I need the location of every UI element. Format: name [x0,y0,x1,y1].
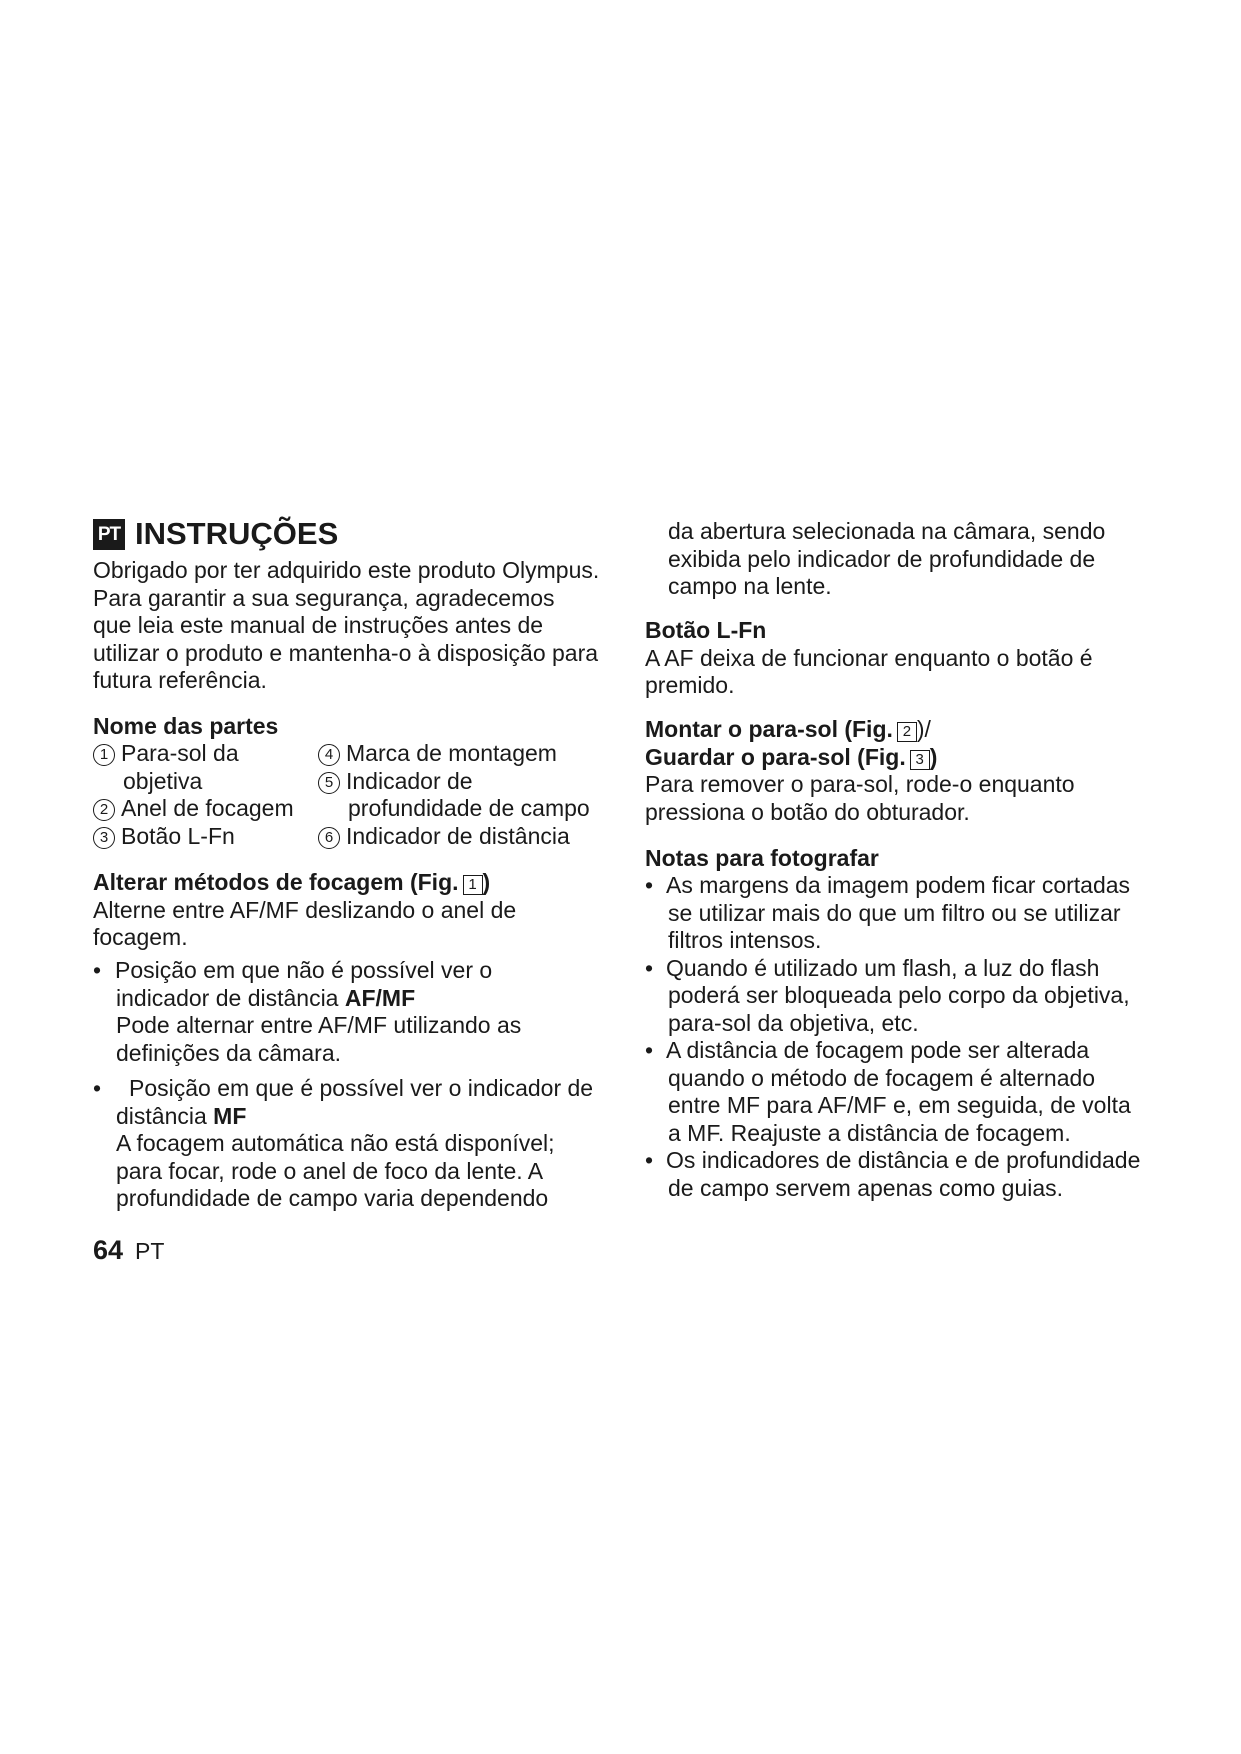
part-number: 1 [93,744,115,766]
mode-label: MF [213,1102,247,1129]
bullet-text [116,1103,246,1131]
note-text: para-sol da objetiva, etc. [668,1009,919,1036]
heading-text: ) [482,869,491,895]
lfn-heading: Botão L-Fn [645,617,767,643]
lfn-body: premido. [645,672,735,698]
page-title [93,516,338,552]
continued-text: campo na lente. [668,573,832,599]
hood-store-heading [645,744,937,772]
bullet-dot: • [645,1037,654,1063]
note-text: filtros intensos. [668,927,822,953]
bullet-dot: • [645,954,654,981]
part-item [93,795,294,823]
footer-lang: PT [135,1238,165,1264]
part-label: Indicador de [346,767,473,794]
heading-text: Guardar o para-sol (Fig. [645,743,906,770]
part-number: 3 [93,827,115,849]
part-number: 5 [318,772,340,794]
part-label: Anel de focagem [121,795,294,821]
heading-text: Alterar métodos de focagem (Fig. [93,869,459,895]
bullet-text: profundidade de campo varia dependendo [116,1185,549,1211]
focus-intro-line: Alterne entre AF/MF deslizando o anel de [93,896,517,923]
note-text: se utilizar mais do que um filtro ou se utilizar [668,899,1121,926]
bullet-dot: • [93,1075,102,1101]
part-label-cont: objetiva [123,767,203,794]
language-badge: PT [93,519,125,550]
continued-text: exibida pelo indicador de profundidade de [668,545,1096,572]
note-text: poderá ser bloqueada pelo corpo da objetiva, [668,982,1130,1008]
hood-mount-heading [645,716,931,744]
bullet-dot: • [645,872,654,898]
part-item [93,740,239,768]
note-text: entre MF para AF/MF e, em seguida, de volta [668,1092,1131,1118]
note-text: quando o método de focagem é alternado [668,1064,1096,1091]
fig-number: 3 [910,750,930,770]
bullet-text: Posição em que não é possível ver o [115,957,493,983]
continued-text: da abertura selecionada na câmara, sendo [668,518,1106,544]
bullet-text: A focagem automática não está disponível; [116,1130,555,1156]
part-label: Botão L-Fn [121,822,235,849]
bullet-dot: • [645,1147,654,1173]
part-label: Indicador de distância [346,822,570,849]
part-number: 4 [318,744,340,766]
notes-heading: Notas para fotografar [645,845,879,871]
note-text: Quando é utilizado um flash, a luz do flash [666,954,1100,981]
hood-body: Para remover o para-sol, rode-o enquanto [645,771,1075,797]
part-label-cont: profundidade de campo [348,795,590,821]
text: distância [116,1102,214,1129]
part-label: Marca de montagem [346,740,557,766]
heading-text: )/ [916,716,931,742]
intro-line: utilizar o produto e mantenha-o à disposição para [93,639,599,666]
bullet-text: definições da câmara. [116,1039,342,1066]
page-number: 64 [93,1235,124,1265]
bullet-text: Posição em que é possível ver o indicador de [129,1075,594,1101]
page-footer [93,1235,164,1266]
fig-number: 2 [897,722,917,742]
hood-body: pressiona o botão do obturador. [645,798,970,825]
note-text: As margens da imagem podem ficar cortadas [666,872,1131,898]
lfn-body: A AF deixa de funcionar enquanto o botão é [645,644,1093,671]
note-text: Os indicadores de distância e de profundidade [666,1147,1141,1173]
parts-heading: Nome das partes [93,713,279,739]
focus-methods-heading [93,869,490,897]
note-text: de campo servem apenas como guias. [668,1174,1064,1201]
heading-text: Montar o para-sol (Fig. [645,716,893,742]
bullet-text: Pode alternar entre AF/MF utilizando as [116,1012,522,1038]
heading-text: ) [929,743,938,770]
intro-line: Obrigado por ter adquirido este produto Olympus. [93,557,600,583]
part-label: Para-sol da [121,740,239,766]
bullet-text [116,985,415,1013]
mode-label: AF/MF [344,984,416,1011]
note-text: A distância de focagem pode ser alterada [666,1037,1090,1063]
bullet-text: para focar, rode o anel de foco da lente. A [116,1157,544,1184]
focus-intro-line: focagem. [93,924,188,950]
part-item [93,823,235,851]
part-number: 2 [93,799,115,821]
part-item [318,823,570,851]
intro-line: Para garantir a sua segurança, agradecemos [93,584,555,611]
fig-number: 1 [463,875,483,895]
intro-line: que leia este manual de instruções antes de [93,612,544,638]
part-item [318,740,557,768]
intro-line: futura referência. [93,667,267,693]
part-item [318,768,473,796]
title-text: INSTRUÇÕES [135,516,339,551]
bullet-dot: • [93,957,102,983]
note-text: a MF. Reajuste a distância de focagem. [668,1119,1071,1146]
part-number: 6 [318,827,340,849]
text: indicador de distância [116,984,345,1011]
